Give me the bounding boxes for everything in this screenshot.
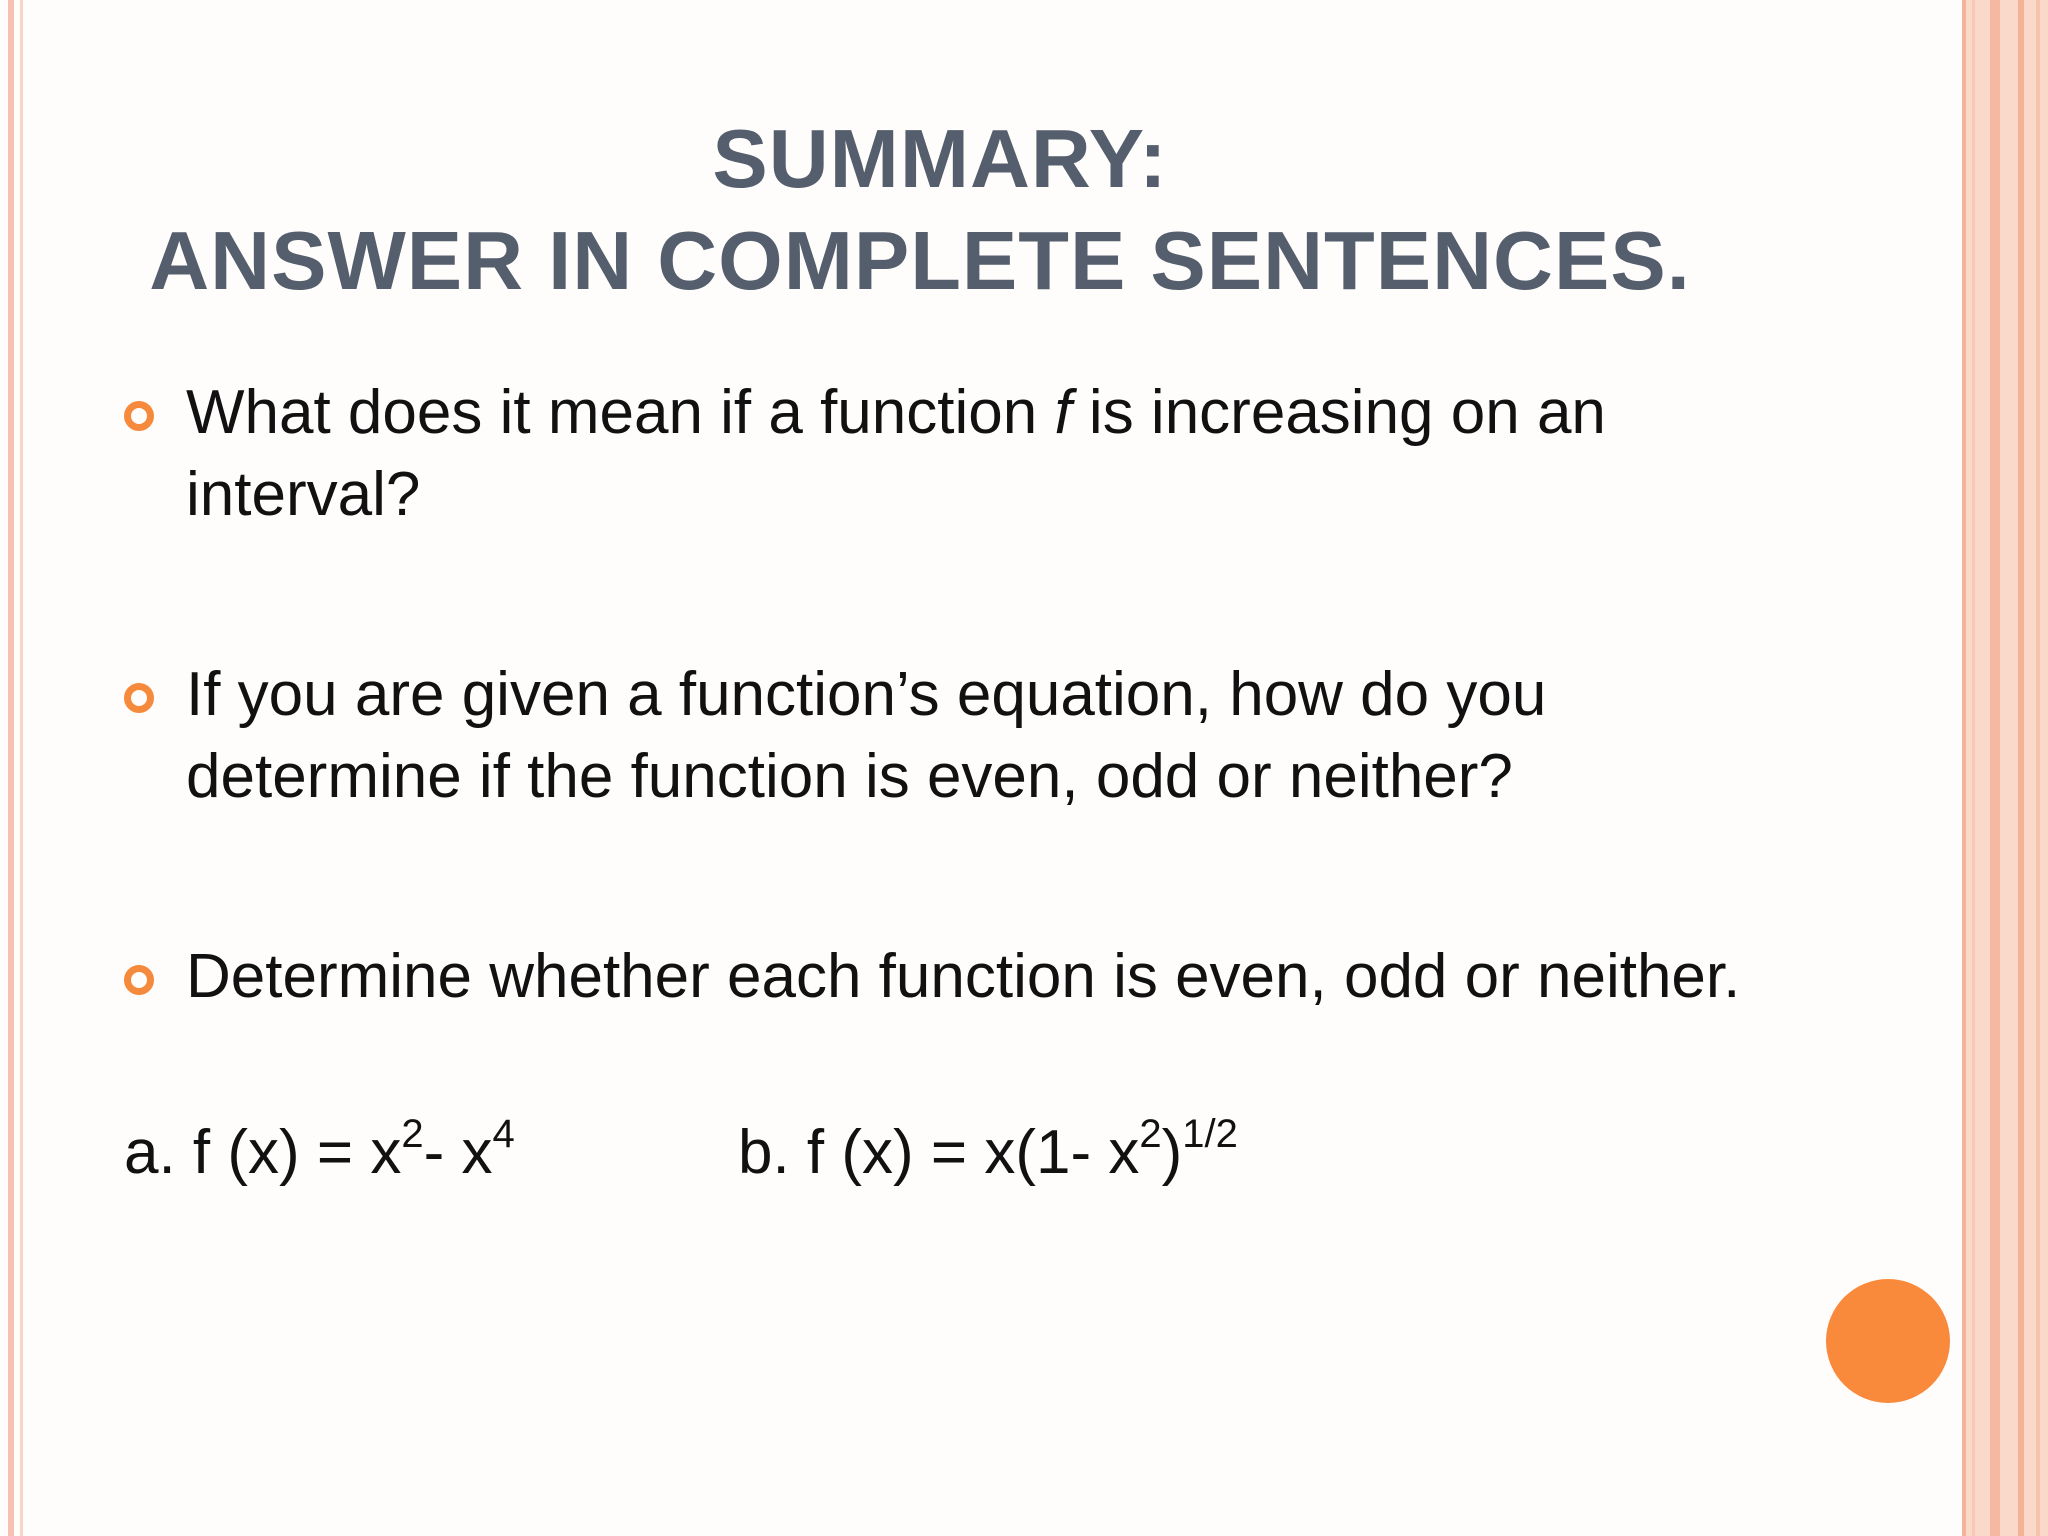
title-line-1: SUMMARY: bbox=[712, 112, 1168, 205]
right-decorative-line bbox=[2018, 0, 2024, 1536]
right-decorative-line bbox=[1972, 0, 1975, 1536]
formula-b-prefix: b. f (x) = x(1- x bbox=[738, 1118, 1140, 1187]
bullet-text bbox=[186, 378, 1606, 529]
bullet-text-part: is increasing on an interval? bbox=[186, 378, 1606, 529]
formula-a-exponent: 4 bbox=[492, 1112, 515, 1156]
bullet-circle-icon bbox=[124, 401, 154, 431]
function-symbol: f bbox=[1054, 378, 1072, 447]
right-decorative-line bbox=[2036, 0, 2040, 1536]
title-line-2: ANSWER IN COMPLETE SENTENCES. bbox=[149, 214, 1691, 307]
orange-circle-decoration bbox=[1826, 1279, 1950, 1403]
formula-a-middle: - x bbox=[423, 1118, 493, 1187]
formula-b-exponent: 2 bbox=[1139, 1112, 1162, 1156]
bullet-circle-icon bbox=[124, 965, 154, 995]
bullet-text: If you are given a function’s equation, how do you determine if the function is even, odd or neither? bbox=[186, 660, 1547, 811]
formula-a bbox=[124, 1112, 515, 1187]
bullet-circle-icon bbox=[124, 683, 154, 713]
formula-a-exponent: 2 bbox=[401, 1112, 424, 1156]
right-decorative-line bbox=[1962, 0, 1966, 1536]
bullet-item-increasing bbox=[124, 372, 1824, 536]
left-decorative-stripe-thin bbox=[20, 0, 23, 1536]
bullet-item-even-odd bbox=[124, 654, 1824, 818]
formula-a-prefix: a. f (x) = x bbox=[124, 1118, 402, 1187]
formula-row bbox=[124, 1112, 1238, 1194]
formula-b-exponent: 1/2 bbox=[1182, 1112, 1238, 1156]
bullet-list bbox=[124, 372, 1824, 1136]
slide-title bbox=[120, 108, 1760, 312]
bullet-text-part: What does it mean if a function bbox=[186, 378, 1055, 447]
bullet-item-determine bbox=[124, 936, 1824, 1018]
formula-b-middle: ) bbox=[1161, 1118, 1183, 1187]
formula-b bbox=[738, 1112, 1238, 1194]
bullet-text: Determine whether each function is even, odd or neither. bbox=[186, 942, 1741, 1011]
left-decorative-stripe bbox=[8, 0, 14, 1536]
right-decorative-line bbox=[1990, 0, 2000, 1536]
